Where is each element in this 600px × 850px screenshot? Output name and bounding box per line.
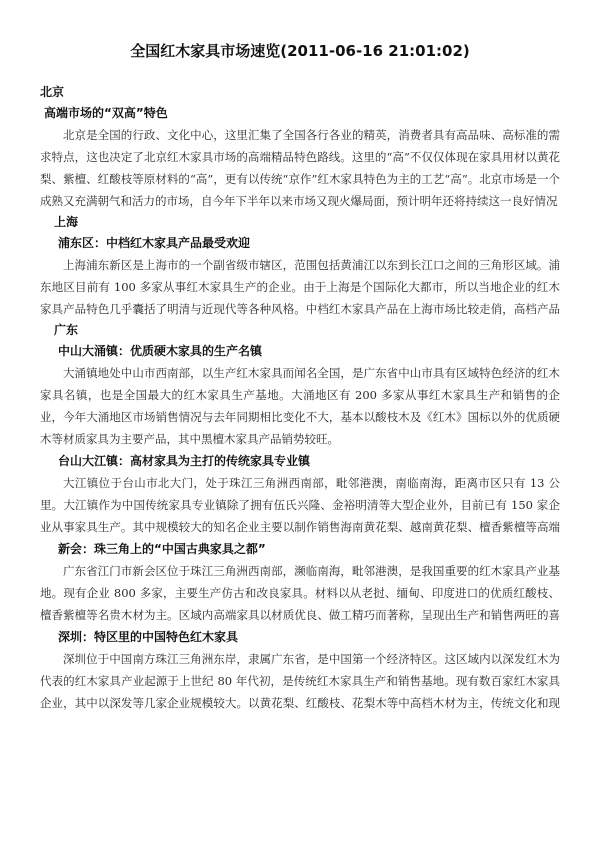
region-heading-guangdong: 广东 (54, 323, 79, 337)
section-paragraph: 广东省江门市新会区位于珠江三角洲西南部，濒临南海，毗邻港澳，是我国重要的红木家具产业基地。现有企业 800 多家，主要生产仿古和改良家具。材料以从老挝、缅甸、印度进口的优质红酸枝、檀香紫檀等名贵木材为主。区域内高端家具以材质优良、做工精巧而著称，呈现出生产和销售两旺的喜 (40, 564, 560, 622)
section-heading: 台山大江镇：高材家具为主打的传统家具专业镇 (58, 454, 311, 468)
section-paragraph: 大江镇位于台山市北大门，处于珠江三角洲西南部，毗邻港澳，南临南海，距离市区只有 13 公里。大江镇作为中国传统家具专业镇除了拥有伍氏兴隆、金裕明清等大型企业外，目前已有 150 家企业从事家具生产。其中规模较大的知名企业主要以制作销售海南黄花梨、越南黄花梨、檀香紫檀等高端 (40, 476, 560, 534)
region-heading-beijing: 北京 (40, 85, 65, 99)
section-paragraph: 北京是全国的行政、文化中心，这里汇集了全国各行各业的精英，消费者具有高品味、高标准的需求特点，这也决定了北京红木家具市场的高端精品特色路线。这里的“高”不仅仅体现在家具用材以黄花梨、紫檀、红酸枝等原材料的“高”，更有以传统“京作”红木家具特色为主的工艺“高”。北京市场是一个成熟又充满朝气和活力的市场，自今年下半年以来市场又现火爆局面，预计明年还将持续这一良好情况 (40, 128, 560, 208)
section-paragraph: 深圳位于中国南方珠江三角洲东岸，隶属广东省，是中国第一个经济特区。这区域内以深发红木为代表的红木家具产业起源于上世纪 80 年代初，是传统红木家具生产和销售基地。现有数百家红木家具企业，其中以深发等几家企业规模较大。以黄花梨、红酸枝、花梨木等中高档木材为主，传统文化和现 (40, 652, 560, 710)
page-title: 全国红木家具市场速览(2011-06-16 21:01:02) (130, 42, 470, 60)
section-heading: 浦东区：中档红木家具产品最受欢迎 (58, 236, 251, 250)
section-heading: 高端市场的“双高”特色 (44, 106, 168, 120)
article-body (0, 82, 600, 714)
section-paragraph: 上海浦东新区是上海市的一个副省级市辖区，范围包括黄浦江以东到长江口之间的三角形区域。浦东地区目前有 100 多家从事红木家具生产的企业。由于上海是个国际化大都市，所以当地企业的红木家具产品特色几乎囊括了明清与近现代等各种风格。中档红木家具产品在上海市场比较走俏，高档产品 (40, 258, 560, 316)
section-paragraph: 大涌镇地处中山市西南部，以生产红木家具而闻名全国，是广东省中山市具有区域特色经济的红木家具名镇，也是全国最大的红木家具生产基地。大涌地区有 200 多家从事红木家具生产和销售的企业，今年大涌地区市场销售情况与去年同期相比变化不大，基本以酸枝木及《红木》国标以外的优质硬木等材质家具为主要产品，其中黑檀木家具产品销势较旺。 (40, 366, 560, 446)
section-heading: 深圳：特区里的中国特色红木家具 (58, 630, 239, 644)
section-heading: 中山大涌镇：优质硬木家具的生产名镇 (58, 344, 263, 358)
section-heading: 新会：珠三角上的“中国古典家具之都” (58, 542, 266, 556)
region-heading-shanghai: 上海 (54, 215, 79, 229)
